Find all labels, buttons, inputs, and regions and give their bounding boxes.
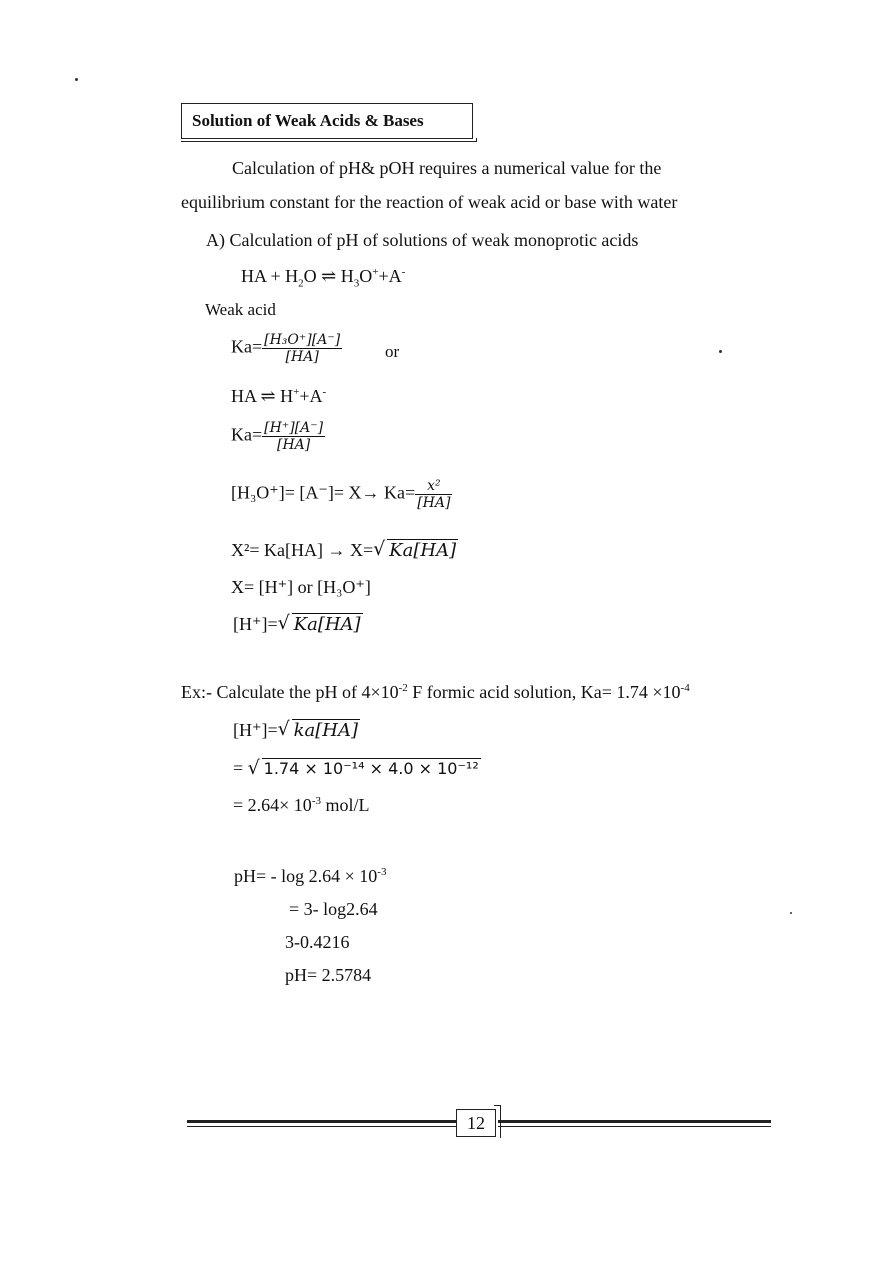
x-equals-h: X= [H⁺] or [H₃O⁺]	[231, 577, 371, 597]
weak-acid-label: Weak acid	[205, 300, 276, 319]
h-ion-equation: [H⁺]= √ Ka[HA]	[233, 612, 361, 635]
footer-rule-right	[498, 1120, 771, 1123]
ph-line-1: $pH= - \log 2.64 \times 10^{-3}$	[234, 866, 387, 886]
x-squared-equation: X²= Ka[HA] → X= √ Ka[HA]	[231, 538, 457, 561]
intro-line-2: equilibrium constant for the reaction of weak acid or base with water	[181, 192, 678, 212]
footer-rule-left-thin	[187, 1126, 457, 1127]
ph-result: pH= 2.5784	[285, 965, 372, 985]
footer-rule-left	[187, 1120, 457, 1123]
calc-line-2: = √ 1.74 × 10⁻¹⁴ × 4.0 × 10⁻¹²	[233, 757, 479, 779]
ph-line-2: = 3- log2.64	[289, 899, 378, 919]
scan-speck	[719, 350, 722, 353]
scan-speck	[75, 78, 78, 81]
section-a-heading: A) Calculation of pH of solutions of weak monoprotic acids	[206, 230, 639, 250]
reaction-ha-dissociation: HA ⇌ H++A-	[231, 386, 327, 406]
example-statement: Ex:- Calculate the pH of $4\times 10^{-2}$ F formic acid solution, $Ka= 1.74 \times 10^{-4}$	[181, 682, 690, 702]
page-number: 12	[456, 1109, 496, 1137]
calc-line-3: = $2.64\times 10^{-3}$ mol/L	[233, 795, 370, 815]
intro-line-1: Calculation of pH& pOH requires a numerical value for the	[232, 158, 662, 178]
ka-expression-1: Ka= $\frac{\text{[H₃O⁺][A⁻]}}{[HA]}$	[231, 332, 341, 365]
section-title: Solution of Weak Acids & Bases	[181, 103, 473, 139]
calc-line-1: [H⁺]= √ ka[HA]	[233, 718, 359, 741]
or-label: or	[385, 342, 400, 361]
ka-expression-2: Ka= $\frac{[H^+][A^-]}{[HA]}$	[231, 420, 324, 453]
ph-line-3: 3-0.4216	[285, 932, 350, 952]
reaction-ha-water: HA + $H_2O$ ⇌ $H_3O^++A^-$	[241, 266, 406, 290]
scan-speck	[790, 912, 792, 914]
x-relation: [H₃O⁺]= [A⁻]= X→ Ka= $\frac{\text{x²}}{[HA]}$	[231, 478, 451, 511]
footer-rule-right-thin	[498, 1126, 771, 1127]
